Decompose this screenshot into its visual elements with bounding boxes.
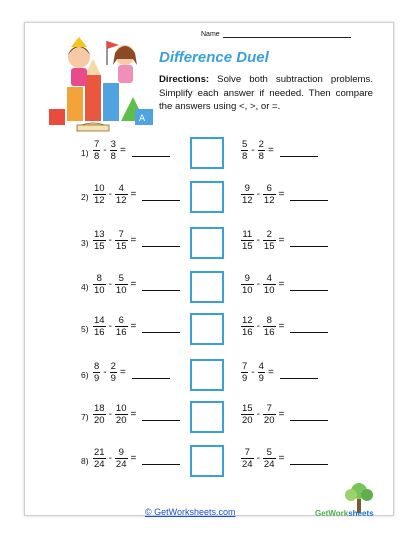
- minuend-fraction: [93, 315, 106, 338]
- denominator: 15: [263, 241, 275, 252]
- left-expression: [93, 315, 180, 338]
- denominator: 12: [94, 195, 105, 206]
- denominator: 9: [258, 373, 264, 384]
- answer-blank[interactable]: [142, 279, 180, 291]
- minuend-fraction: [93, 229, 106, 252]
- subtrahend-fraction: [115, 229, 128, 252]
- numerator: 5: [242, 139, 248, 150]
- minus-sign: -: [256, 453, 260, 464]
- denominator: 9: [110, 373, 116, 384]
- subtrahend-fraction: [115, 273, 128, 296]
- subtrahend-fraction: [110, 139, 117, 162]
- problem-row: [25, 269, 393, 309]
- left-expression: [93, 403, 180, 426]
- denominator: 10: [115, 285, 127, 296]
- equals-sign: =: [267, 367, 274, 378]
- subtrahend-fraction: [258, 139, 265, 162]
- problem-row: [25, 135, 393, 175]
- problem-number: 1): [81, 148, 89, 158]
- equals-sign: =: [130, 189, 137, 200]
- right-expression: [241, 229, 328, 252]
- answer-blank[interactable]: [142, 409, 180, 421]
- equals-sign: =: [278, 321, 285, 332]
- minuend-fraction: [241, 447, 254, 470]
- answer-blank[interactable]: [290, 409, 328, 421]
- denominator: 8: [94, 151, 100, 162]
- numerator: 3: [110, 139, 116, 150]
- answer-blank[interactable]: [280, 367, 318, 379]
- problem-number: 2): [81, 192, 89, 202]
- denominator: 24: [94, 459, 105, 470]
- minuend-fraction: [241, 315, 254, 338]
- name-label: Name: [201, 31, 220, 38]
- footer-link[interactable]: © GetWorksheets.com: [145, 507, 236, 517]
- denominator: 16: [263, 327, 275, 338]
- logo-text-part-2: sheets: [348, 509, 374, 518]
- directions-text: Solve both subtraction problems. Simplify each answer if needed. Then compare the answers using <, >, or =.: [159, 74, 374, 112]
- right-expression: [241, 139, 318, 162]
- minuend-fraction: [241, 229, 254, 252]
- denominator: 16: [242, 327, 253, 338]
- numerator: 5: [266, 447, 272, 458]
- minuend-fraction: [241, 361, 248, 384]
- denominator: 12: [115, 195, 127, 206]
- name-line[interactable]: [223, 29, 351, 38]
- minus-sign: -: [103, 367, 107, 378]
- equals-sign: =: [278, 189, 285, 200]
- denominator: 20: [94, 415, 105, 426]
- minuend-fraction: [241, 139, 248, 162]
- numerator: 10: [115, 403, 127, 414]
- subtrahend-fraction: [110, 361, 117, 384]
- equals-sign: =: [130, 235, 137, 246]
- denominator: 15: [115, 241, 127, 252]
- numerator: 7: [118, 229, 124, 240]
- answer-blank[interactable]: [290, 235, 328, 247]
- minuend-fraction: [93, 403, 106, 426]
- numerator: 6: [266, 183, 272, 194]
- minuend-fraction: [93, 183, 106, 206]
- denominator: 9: [242, 373, 248, 384]
- denominator: 8: [258, 151, 264, 162]
- right-expression: [241, 403, 328, 426]
- left-expression: [93, 229, 180, 252]
- comparison-box[interactable]: [190, 227, 224, 259]
- left-expression: [93, 139, 170, 162]
- left-expression: [93, 361, 170, 384]
- answer-blank[interactable]: [142, 453, 180, 465]
- denominator: 20: [242, 415, 253, 426]
- right-expression: [241, 183, 328, 206]
- numerator: 9: [244, 183, 250, 194]
- subtrahend-fraction: [263, 403, 276, 426]
- minus-sign: -: [256, 321, 260, 332]
- left-expression: [93, 447, 180, 470]
- directions-label: Directions:: [159, 74, 210, 85]
- worksheet-page: [24, 22, 394, 516]
- denominator: 24: [115, 459, 127, 470]
- numerator: 21: [94, 447, 105, 458]
- numerator: 18: [94, 403, 105, 414]
- numerator: 4: [266, 273, 272, 284]
- denominator: 20: [263, 415, 275, 426]
- right-expression: [241, 273, 328, 296]
- problem-number: 4): [81, 282, 89, 292]
- denominator: 8: [242, 151, 248, 162]
- numerator: 13: [94, 229, 105, 240]
- numerator: 15: [242, 403, 253, 414]
- minus-sign: -: [256, 279, 260, 290]
- numerator: 7: [94, 139, 100, 150]
- minus-sign: -: [108, 409, 112, 420]
- denominator: 15: [94, 241, 105, 252]
- equals-sign: =: [130, 321, 137, 332]
- numerator: 2: [258, 139, 264, 150]
- minuend-fraction: [93, 447, 106, 470]
- equals-sign: =: [278, 279, 285, 290]
- svg-text:A: A: [139, 114, 146, 124]
- right-expression: [241, 361, 318, 384]
- answer-blank[interactable]: [132, 367, 170, 379]
- left-expression: [93, 183, 180, 206]
- problem-number: 6): [81, 370, 89, 380]
- subtrahend-fraction: [263, 229, 276, 252]
- minus-sign: -: [256, 409, 260, 420]
- subtrahend-fraction: [115, 403, 128, 426]
- answer-blank[interactable]: [142, 321, 180, 333]
- numerator: 7: [244, 447, 250, 458]
- answer-blank[interactable]: [290, 189, 328, 201]
- answer-blank[interactable]: [280, 145, 318, 157]
- comparison-box[interactable]: [190, 359, 224, 391]
- numerator: 12: [242, 315, 253, 326]
- logo-text-part-1: GetWork: [315, 509, 349, 518]
- denominator: 24: [242, 459, 253, 470]
- numerator: 2: [110, 361, 116, 372]
- numerator: 6: [118, 315, 124, 326]
- denominator: 10: [263, 285, 275, 296]
- numerator: 4: [258, 361, 264, 372]
- numerator: 8: [266, 315, 272, 326]
- subtrahend-fraction: [115, 315, 128, 338]
- numerator: 4: [118, 183, 124, 194]
- numerator: 10: [94, 183, 105, 194]
- answer-blank[interactable]: [290, 321, 328, 333]
- comparison-box[interactable]: [190, 313, 224, 345]
- minus-sign: -: [108, 189, 112, 200]
- minuend-fraction: [241, 183, 254, 206]
- equals-sign: =: [130, 409, 137, 420]
- left-expression: [93, 273, 180, 296]
- subtrahend-fraction: [263, 183, 276, 206]
- problem-number: 7): [81, 412, 89, 422]
- denominator: 10: [94, 285, 105, 296]
- answer-blank[interactable]: [142, 189, 180, 201]
- comparison-box[interactable]: [190, 271, 224, 303]
- numerator: 11: [242, 229, 253, 240]
- minus-sign: -: [103, 145, 107, 156]
- equals-sign: =: [130, 453, 137, 464]
- logo-text: [315, 509, 374, 518]
- denominator: 16: [115, 327, 127, 338]
- problem-row: [25, 225, 393, 265]
- equals-sign: =: [278, 235, 285, 246]
- equals-sign: =: [130, 279, 137, 290]
- denominator: 15: [242, 241, 253, 252]
- right-expression: [241, 447, 328, 470]
- denominator: 9: [94, 373, 100, 384]
- denominator: 20: [115, 415, 127, 426]
- equals-sign: =: [119, 145, 126, 156]
- problem-number: 8): [81, 456, 89, 466]
- minus-sign: -: [108, 321, 112, 332]
- denominator: 16: [94, 327, 105, 338]
- comparison-box[interactable]: [190, 401, 224, 433]
- problem-row: [25, 357, 393, 397]
- minuend-fraction: [93, 361, 100, 384]
- name-field: [201, 29, 351, 38]
- denominator: 24: [263, 459, 275, 470]
- subtrahend-fraction: [263, 315, 276, 338]
- numerator: 9: [118, 447, 124, 458]
- numerator: 7: [242, 361, 248, 372]
- minuend-fraction: [241, 403, 254, 426]
- equals-sign: =: [267, 145, 274, 156]
- comparison-box[interactable]: [190, 181, 224, 213]
- minus-sign: -: [251, 145, 255, 156]
- minus-sign: -: [251, 367, 255, 378]
- answer-blank[interactable]: [290, 453, 328, 465]
- kids-school-clipart: [47, 35, 159, 137]
- subtrahend-fraction: [258, 361, 265, 384]
- problem-row: [25, 179, 393, 219]
- numerator: 5: [118, 273, 124, 284]
- denominator: 8: [110, 151, 116, 162]
- numerator: 8: [96, 273, 102, 284]
- denominator: 12: [242, 195, 253, 206]
- numerator: 9: [244, 273, 250, 284]
- minuend-fraction: [93, 273, 106, 296]
- problem-number: 5): [81, 324, 89, 334]
- subtrahend-fraction: [263, 447, 276, 470]
- subtrahend-fraction: [263, 273, 276, 296]
- subtrahend-fraction: [115, 183, 128, 206]
- equals-sign: =: [119, 367, 126, 378]
- worksheet-title: Difference Duel: [159, 49, 269, 66]
- numerator: 2: [266, 229, 272, 240]
- minus-sign: -: [108, 235, 112, 246]
- minuend-fraction: [241, 273, 254, 296]
- right-expression: [241, 315, 328, 338]
- problem-number: 3): [81, 238, 89, 248]
- minus-sign: -: [256, 189, 260, 200]
- minus-sign: -: [108, 453, 112, 464]
- problem-row: [25, 311, 393, 351]
- comparison-box[interactable]: [190, 137, 224, 169]
- minus-sign: -: [256, 235, 260, 246]
- comparison-box[interactable]: [190, 445, 224, 477]
- directions: [159, 73, 373, 114]
- minus-sign: -: [108, 279, 112, 290]
- answer-blank[interactable]: [290, 279, 328, 291]
- problem-row: [25, 399, 393, 439]
- answer-blank[interactable]: [142, 235, 180, 247]
- numerator: 7: [266, 403, 272, 414]
- numerator: 14: [94, 315, 105, 326]
- subtrahend-fraction: [115, 447, 128, 470]
- equals-sign: =: [278, 409, 285, 420]
- denominator: 10: [242, 285, 253, 296]
- numerator: 8: [94, 361, 100, 372]
- equals-sign: =: [278, 453, 285, 464]
- denominator: 12: [263, 195, 275, 206]
- minuend-fraction: [93, 139, 100, 162]
- answer-blank[interactable]: [132, 145, 170, 157]
